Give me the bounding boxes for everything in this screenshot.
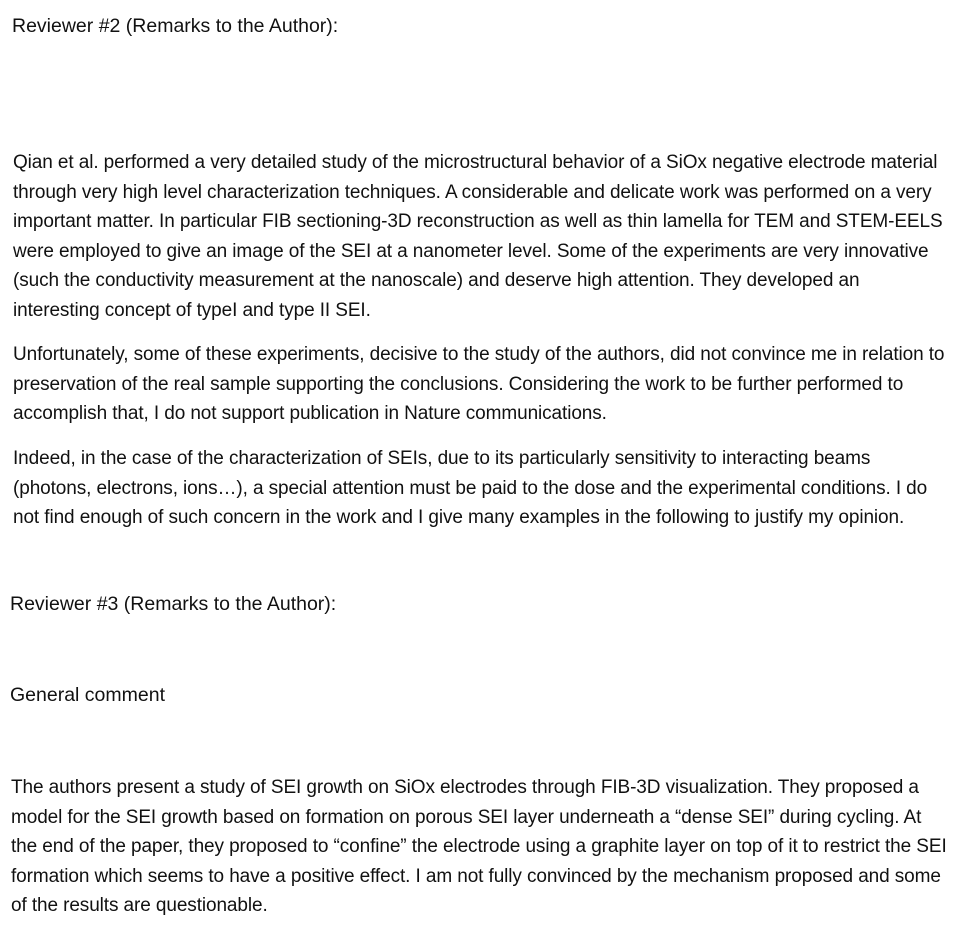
paragraph-text: Indeed, in the case of the characterization of SEIs, due to its particularly sensitivity to interacting beams (photons, electrons, ions…), a special attention must be paid to the dose and the experimental conditions. I do not find enough of such concern in the work and I give many examples in the following to justify my opinion.	[13, 448, 928, 528]
reviewer-3-paragraph	[11, 773, 951, 921]
paragraph-text: The authors present a study of SEI growth on SiOx electrodes through FIB-3D visualization. They proposed a model for the SEI growth based on formation on porous SEI layer underneath a “dense SEI” during cycling. At the end of the paper, they proposed to “confine” the electrode using a graphite layer on top of it to restrict the SEI formation which seems to have a positive effect. I am not fully convinced by the mechanism proposed and some of the results are questionable.	[11, 777, 947, 916]
reviewer-2-heading: Reviewer #2 (Remarks to the Author):	[12, 15, 339, 37]
paragraph-text: Unfortunately, some of these experiments, decisive to the study of the authors, did not convince me in relation to preservation of the real sample supporting the conclusions. Considering the work to be further performed to accomplish that, I do not support publication in Nature communications.	[13, 344, 945, 424]
paragraph-text: Qian et al. performed a very detailed study of the microstructural behavior of a SiOx negative electrode material through very high level characterization techniques. A considerable and delicate work was performed on a very important matter. In particular FIB sectioning-3D reconstruction as well as thin lamella for TEM and STEM-EELS were employed to give an image of the SEI at a nanometer level. Some of the experiments are very innovative (such the conductivity measurement at the nanoscale) and deserve high attention. They developed an interesting concept of typeI and type II SEI.	[13, 152, 943, 321]
reviewer-2-paragraph-2	[13, 340, 951, 429]
general-comment-heading: General comment	[10, 684, 165, 706]
reviewer-3-heading: Reviewer #3 (Remarks to the Author):	[10, 593, 337, 615]
reviewer-2-paragraph-1	[13, 148, 951, 325]
reviewer-2-paragraph-3	[13, 444, 951, 533]
